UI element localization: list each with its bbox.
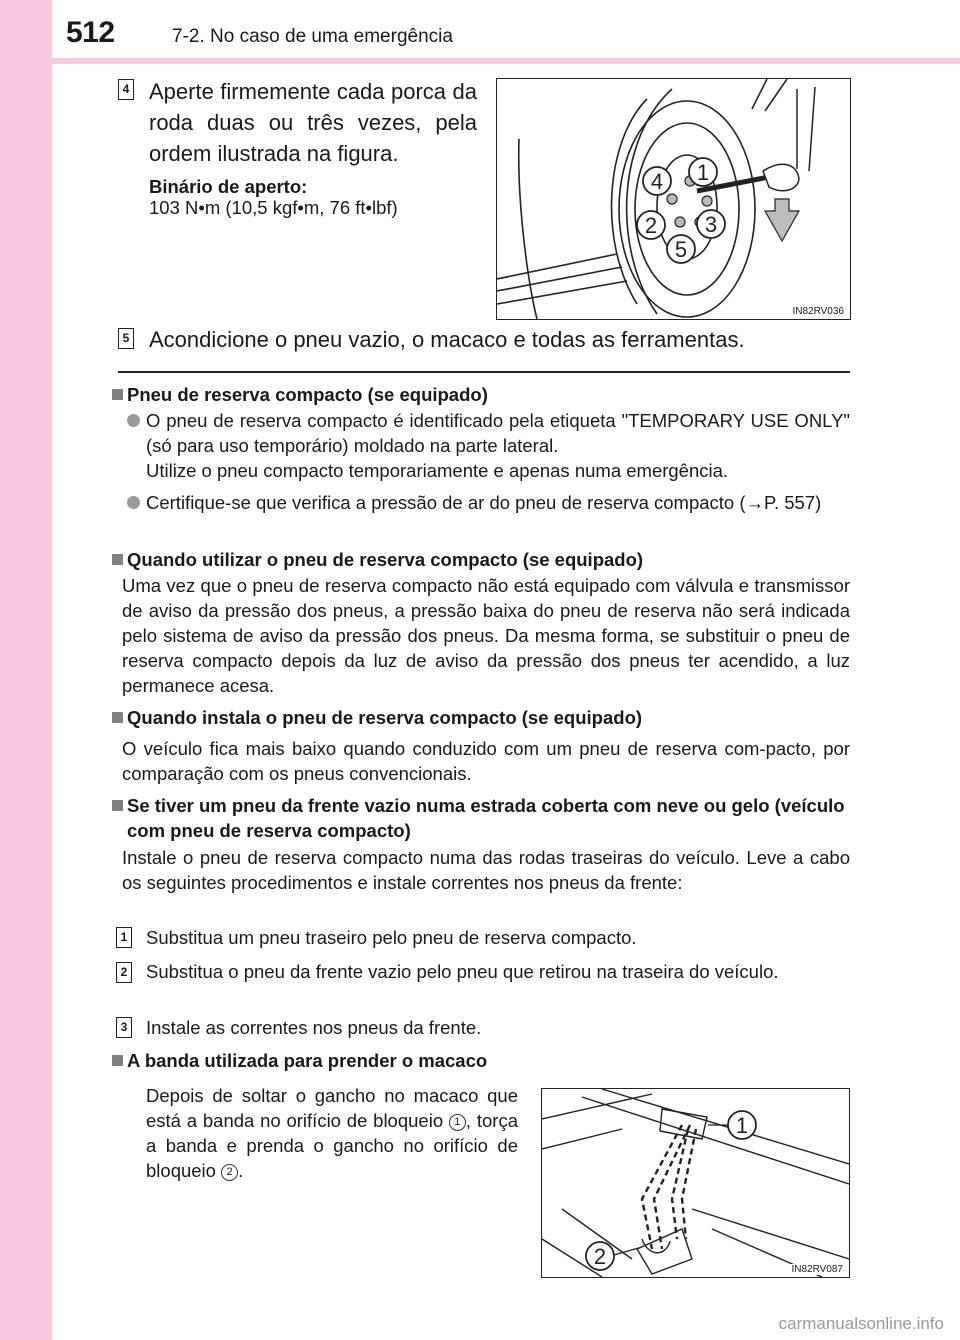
torque-value: 103 N•m (10,5 kgf•m, 76 ft•lbf): [149, 197, 398, 218]
side-color-bar: [0, 0, 52, 1340]
spare-bullet-1b: Utilize o pneu compacto temporariamente e apenas numa emergência.: [146, 460, 729, 481]
section-divider: [118, 371, 850, 373]
fig1-label-1: 1: [696, 160, 710, 185]
heading-band: A banda utilizada para prender o macaco: [127, 1050, 488, 1071]
step-number-5: 5: [118, 328, 134, 349]
heading-square-icon: [112, 800, 123, 811]
step-5-text: Acondicione o pneu vazio, o macaco e todas as ferramentas.: [149, 327, 745, 352]
jack-band-illustration: [542, 1089, 849, 1277]
spare-bullet-1: O pneu de reserva compacto é identificado pela etiqueta "TEMPORARY USE ONLY" (só para uso temporário) moldado na parte lateral.: [146, 410, 850, 456]
snow-step-number-2: 2: [116, 962, 132, 983]
figure-code-2: IN82RV087: [791, 1264, 843, 1275]
heading-square-icon: [112, 1055, 123, 1066]
when-using-text: Uma vez que o pneu de reserva compacto não está equipado com válvula e transmissor de aviso da pressão dos pneus, a pressão baixa do pneu de reserva não será indicada pelo sistema de aviso da pressão dos pneus. Da mesma forma, se substituir o pneu de reserva compacto depois da luz de aviso da pressão dos pneus ter acendido, a luz permanece acesa.: [122, 575, 850, 696]
fig1-label-2: 2: [644, 213, 658, 238]
bullet-dot-icon: [127, 496, 140, 509]
fig2-label-1: 1: [735, 1113, 749, 1138]
step-number-4: 4: [118, 79, 134, 100]
step-4-text: Aperte firmemente cada porca da roda duas ou três vezes, pela ordem ilustrada na figura.: [149, 79, 477, 166]
figure-wheel-nuts: [496, 78, 851, 320]
snow-step-number-3: 3: [116, 1017, 132, 1038]
fig2-label-2: 2: [593, 1244, 607, 1269]
fig1-label-5: 5: [674, 237, 688, 262]
fig1-label-3: 3: [704, 212, 718, 237]
wheel-illustration: [497, 79, 850, 319]
heading-square-icon: [112, 712, 123, 723]
heading-when-installing: Quando instala o pneu de reserva compacto (se equipado): [127, 707, 643, 728]
figure-jack-band: [541, 1088, 850, 1278]
section-title: 7-2. No caso de uma emergência: [172, 26, 453, 47]
header-rule: [52, 58, 960, 64]
band-text: Depois de soltar o gancho no macaco que está a banda no orifício de bloqueio 1 , torça a banda e prenda o gancho no orifício de bloqueio 2 .: [146, 1085, 518, 1181]
snow-step-1-text: Substitua um pneu traseiro pelo pneu de reserva compacto.: [146, 927, 637, 948]
spare-bullet-2: Certifique-se que verifica a pressão de ar do pneu de reserva compacto (→P. 557): [146, 492, 822, 513]
figure-code-1: IN82RV036: [792, 306, 844, 317]
snow-step-3-text: Instale as correntes nos pneus da frente.: [146, 1017, 482, 1038]
heading-snow: Se tiver um pneu da frente vazio numa estrada coberta com neve ou gelo (veículo com pneu de reserva compacto): [127, 795, 845, 841]
heading-square-icon: [112, 389, 123, 400]
snow-text: Instale o pneu de reserva compacto numa das rodas traseiras do veículo. Leve a cabo os seguintes procedimentos e instale correntes nos pneus da frente:: [122, 847, 850, 893]
page-number: 512: [66, 16, 115, 49]
fig1-label-4: 4: [650, 169, 664, 194]
snow-step-2-text: Substitua o pneu da frente vazio pelo pneu que retirou na traseira do veículo.: [146, 961, 779, 982]
ref-circle-2: 2: [221, 1164, 238, 1181]
heading-square-icon: [112, 554, 123, 565]
footer-watermark: carmanualsonline.info: [778, 1314, 944, 1333]
when-installing-text: O veículo fica mais baixo quando conduzido com um pneu de reserva com-pacto, por comparação com os pneus convencionais.: [122, 738, 850, 784]
heading-spare-tire: Pneu de reserva compacto (se equipado): [127, 384, 488, 405]
snow-step-number-1: 1: [116, 927, 132, 948]
heading-when-using: Quando utilizar o pneu de reserva compacto (se equipado): [127, 549, 644, 570]
torque-title: Binário de aperto:: [149, 176, 308, 197]
ref-circle-1: 1: [449, 1114, 466, 1131]
bullet-dot-icon: [127, 414, 140, 427]
